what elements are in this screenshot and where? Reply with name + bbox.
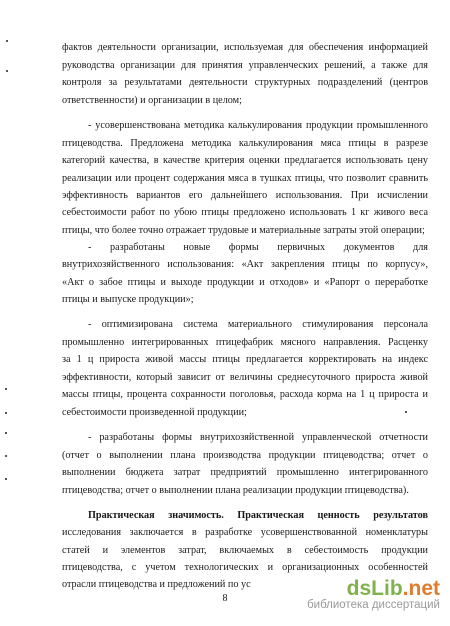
text-line: птицы, что более точно отражает трудовые и материальные затраты этой операции; [62,225,425,236]
text-line: реализации или процент содержания мяса в тушках птицы, что позволит сравнить [62,173,428,184]
scan-speck [5,455,7,457]
text-line: эффективности, который зависит от величины среднесуточного прироста живой [62,372,428,383]
scan-speck [5,412,7,414]
text-line: птицеводства. Предложена методика калькулирования мяса птицы в разрезе [62,138,428,149]
watermark-logo-suffix: .net [402,577,440,600]
text-line: птицеводства; отчет о выполнении плана реализации продукции птицеводства). [62,485,409,496]
scan-speck [5,432,7,434]
text-line: «Акт о забое птицы и выходе продукции и отходов» и «Рапорт о переработке [62,277,428,288]
text-line: птицеводства, с учетом технологических и организационных особенностей [62,562,428,573]
text-line: себестоимости работ по убою птицы предложено использовать 1 кг живого веса [62,207,428,218]
scan-speck [6,70,8,72]
scan-speck [405,411,407,413]
text-line: категорий качества, в качестве критерия оценки предлагается использовать цену [62,155,428,166]
text-line [88,509,428,522]
section-heading: Практическая значимость. Практическая ценность результатов [88,510,428,521]
text-line: - оптимизирована система материального стимулирования персонала [88,319,428,330]
scan-speck [6,40,8,42]
text-line: внутрихозяйственного использования: «Акт закрепления птицы по корпусу», [62,259,428,270]
text-line: статей и элементов затрат, включаемых в себестоимость продукции [62,545,428,556]
text-line: руководства организации для принятия управленческих решений, а также для [62,60,428,71]
text-line: контроля за результатами деятельности структурных подразделений (центров [62,77,428,88]
text-line: массы птицы, процента сохранности поголовья, расхода корма на 1 ц прироста и [62,389,428,400]
watermark-logo [307,579,440,599]
watermark-logo-text: dsLib [346,577,403,600]
text-line: (отчет о выполнении плана производства продукции птицеводства; отчет о [62,450,428,461]
text-line: - разработаны новые формы первичных документов для [88,242,428,253]
watermark [307,579,440,612]
scan-speck [5,478,7,480]
text-line: - разработаны формы внутрихозяйственной управленческой отчетности [88,432,428,443]
text-line: отрасли птицеводства и предложений по ус [62,579,251,590]
text-line: - усовершенствована методика калькулирования продукции промышленного [88,120,428,131]
text-line: ответственности) и организации в целом; [62,95,242,106]
text-line: эффективность вариантов его дальнейшего использования. При исчислении [62,190,428,201]
text-line: птицы и выпуске продукции»; [62,294,194,305]
text-line: исследования заключается в разработке усовершенствованной номенклатуры [62,527,428,538]
scan-speck [5,388,7,390]
text-line: за 1 ц прироста живой массы птицы предлагается корректировать на индекс [62,354,428,365]
text-line: выполнении бюджета затрат предприятий промышленно интегрированного [62,467,428,478]
text-line: фактов деятельности организации, используемая для обеспечения информацией [62,42,428,53]
text-line: промышленно интегрированных птицефабрик мясного направления. Расценку [62,337,428,348]
text-line: себестоимости произведенной продукции; [62,407,247,418]
watermark-subtitle: библиотека диссертаций [307,599,440,611]
page-number: 8 [222,593,228,604]
